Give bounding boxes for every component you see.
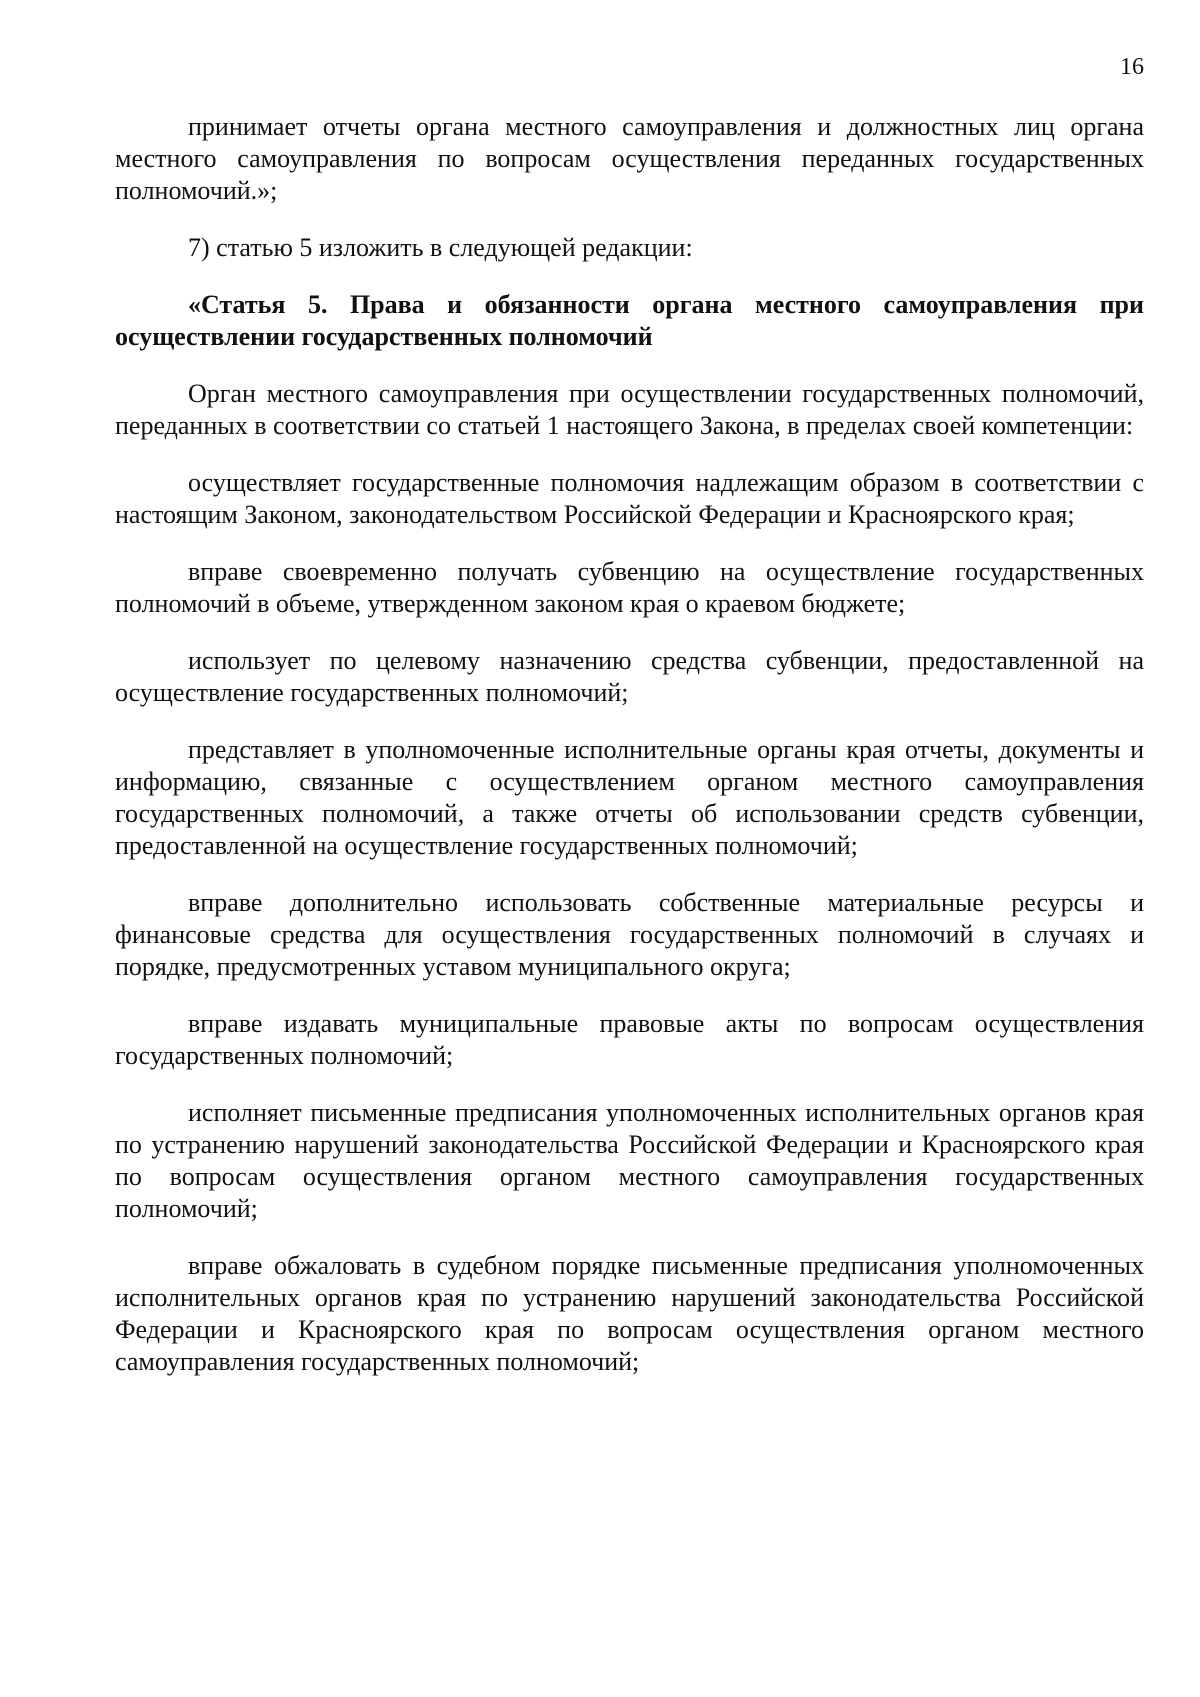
list-item-receive-subvention: вправе своевременно получать субвенцию на осуществление государственных полномочий в объеме, утвержденном законом края о краевом бюджете; xyxy=(115,557,1144,618)
list-item-execute-orders: исполняет письменные предписания уполномоченных исполнительных органов края по устранению нарушений законодательства Российской Федерации и Красноярского края по вопросам осуществления органом местного самоуправления государственных полномочий; xyxy=(115,1098,1144,1223)
page-number: 16 xyxy=(1120,54,1144,80)
list-item-appeal-orders: вправе обжаловать в судебном порядке письменные предписания уполномоченных исполнительных органов края по устранению нарушений законодательства Российской Федерации и Красноярского края по вопросам осуществления органом местного самоуправления государственных полномочий; xyxy=(115,1251,1144,1376)
list-item-exercises-powers: осуществляет государственные полномочия надлежащим образом в соответствии с настоящим Законом, законодательством Российской Федерации и Красноярского края; xyxy=(115,468,1144,529)
list-item-use-funds: использует по целевому назначению средства субвенции, предоставленной на осуществление государственных полномочий; xyxy=(115,646,1144,707)
paragraph-amendment-item-7: 7) статью 5 изложить в следующей редакции: xyxy=(188,233,693,262)
list-item-issue-acts: вправе издавать муниципальные правовые акты по вопросам осуществления государственных полномочий; xyxy=(115,1009,1144,1070)
paragraph-reports: принимает отчеты органа местного самоуправления и должностных лиц органа местного самоуправления по вопросам осуществления переданных государственных полномочий.»; xyxy=(115,112,1144,205)
document-body xyxy=(115,111,1144,1403)
paragraph-intro: Орган местного самоуправления при осуществлении государственных полномочий, переданных в соответствии со статьей 1 настоящего Закона, в пределах своей компетенции: xyxy=(115,379,1144,440)
list-item-own-resources: вправе дополнительно использовать собственные материальные ресурсы и финансовые средства для осуществления государственных полномочий в случаях и порядке, предусмотренных уставом муниципального округа; xyxy=(115,888,1144,981)
list-item-submit-reports: представляет в уполномоченные исполнительные органы края отчеты, документы и информацию, связанные с осуществлением органом местного самоуправления государственных полномочий, а также отчеты об использовании средств субвенции, предоставленной на осуществление государственных полномочий; xyxy=(115,735,1144,860)
article-5-heading: «Статья 5. Права и обязанности органа местного самоуправления при осуществлении государственных полномочий xyxy=(115,290,1144,351)
